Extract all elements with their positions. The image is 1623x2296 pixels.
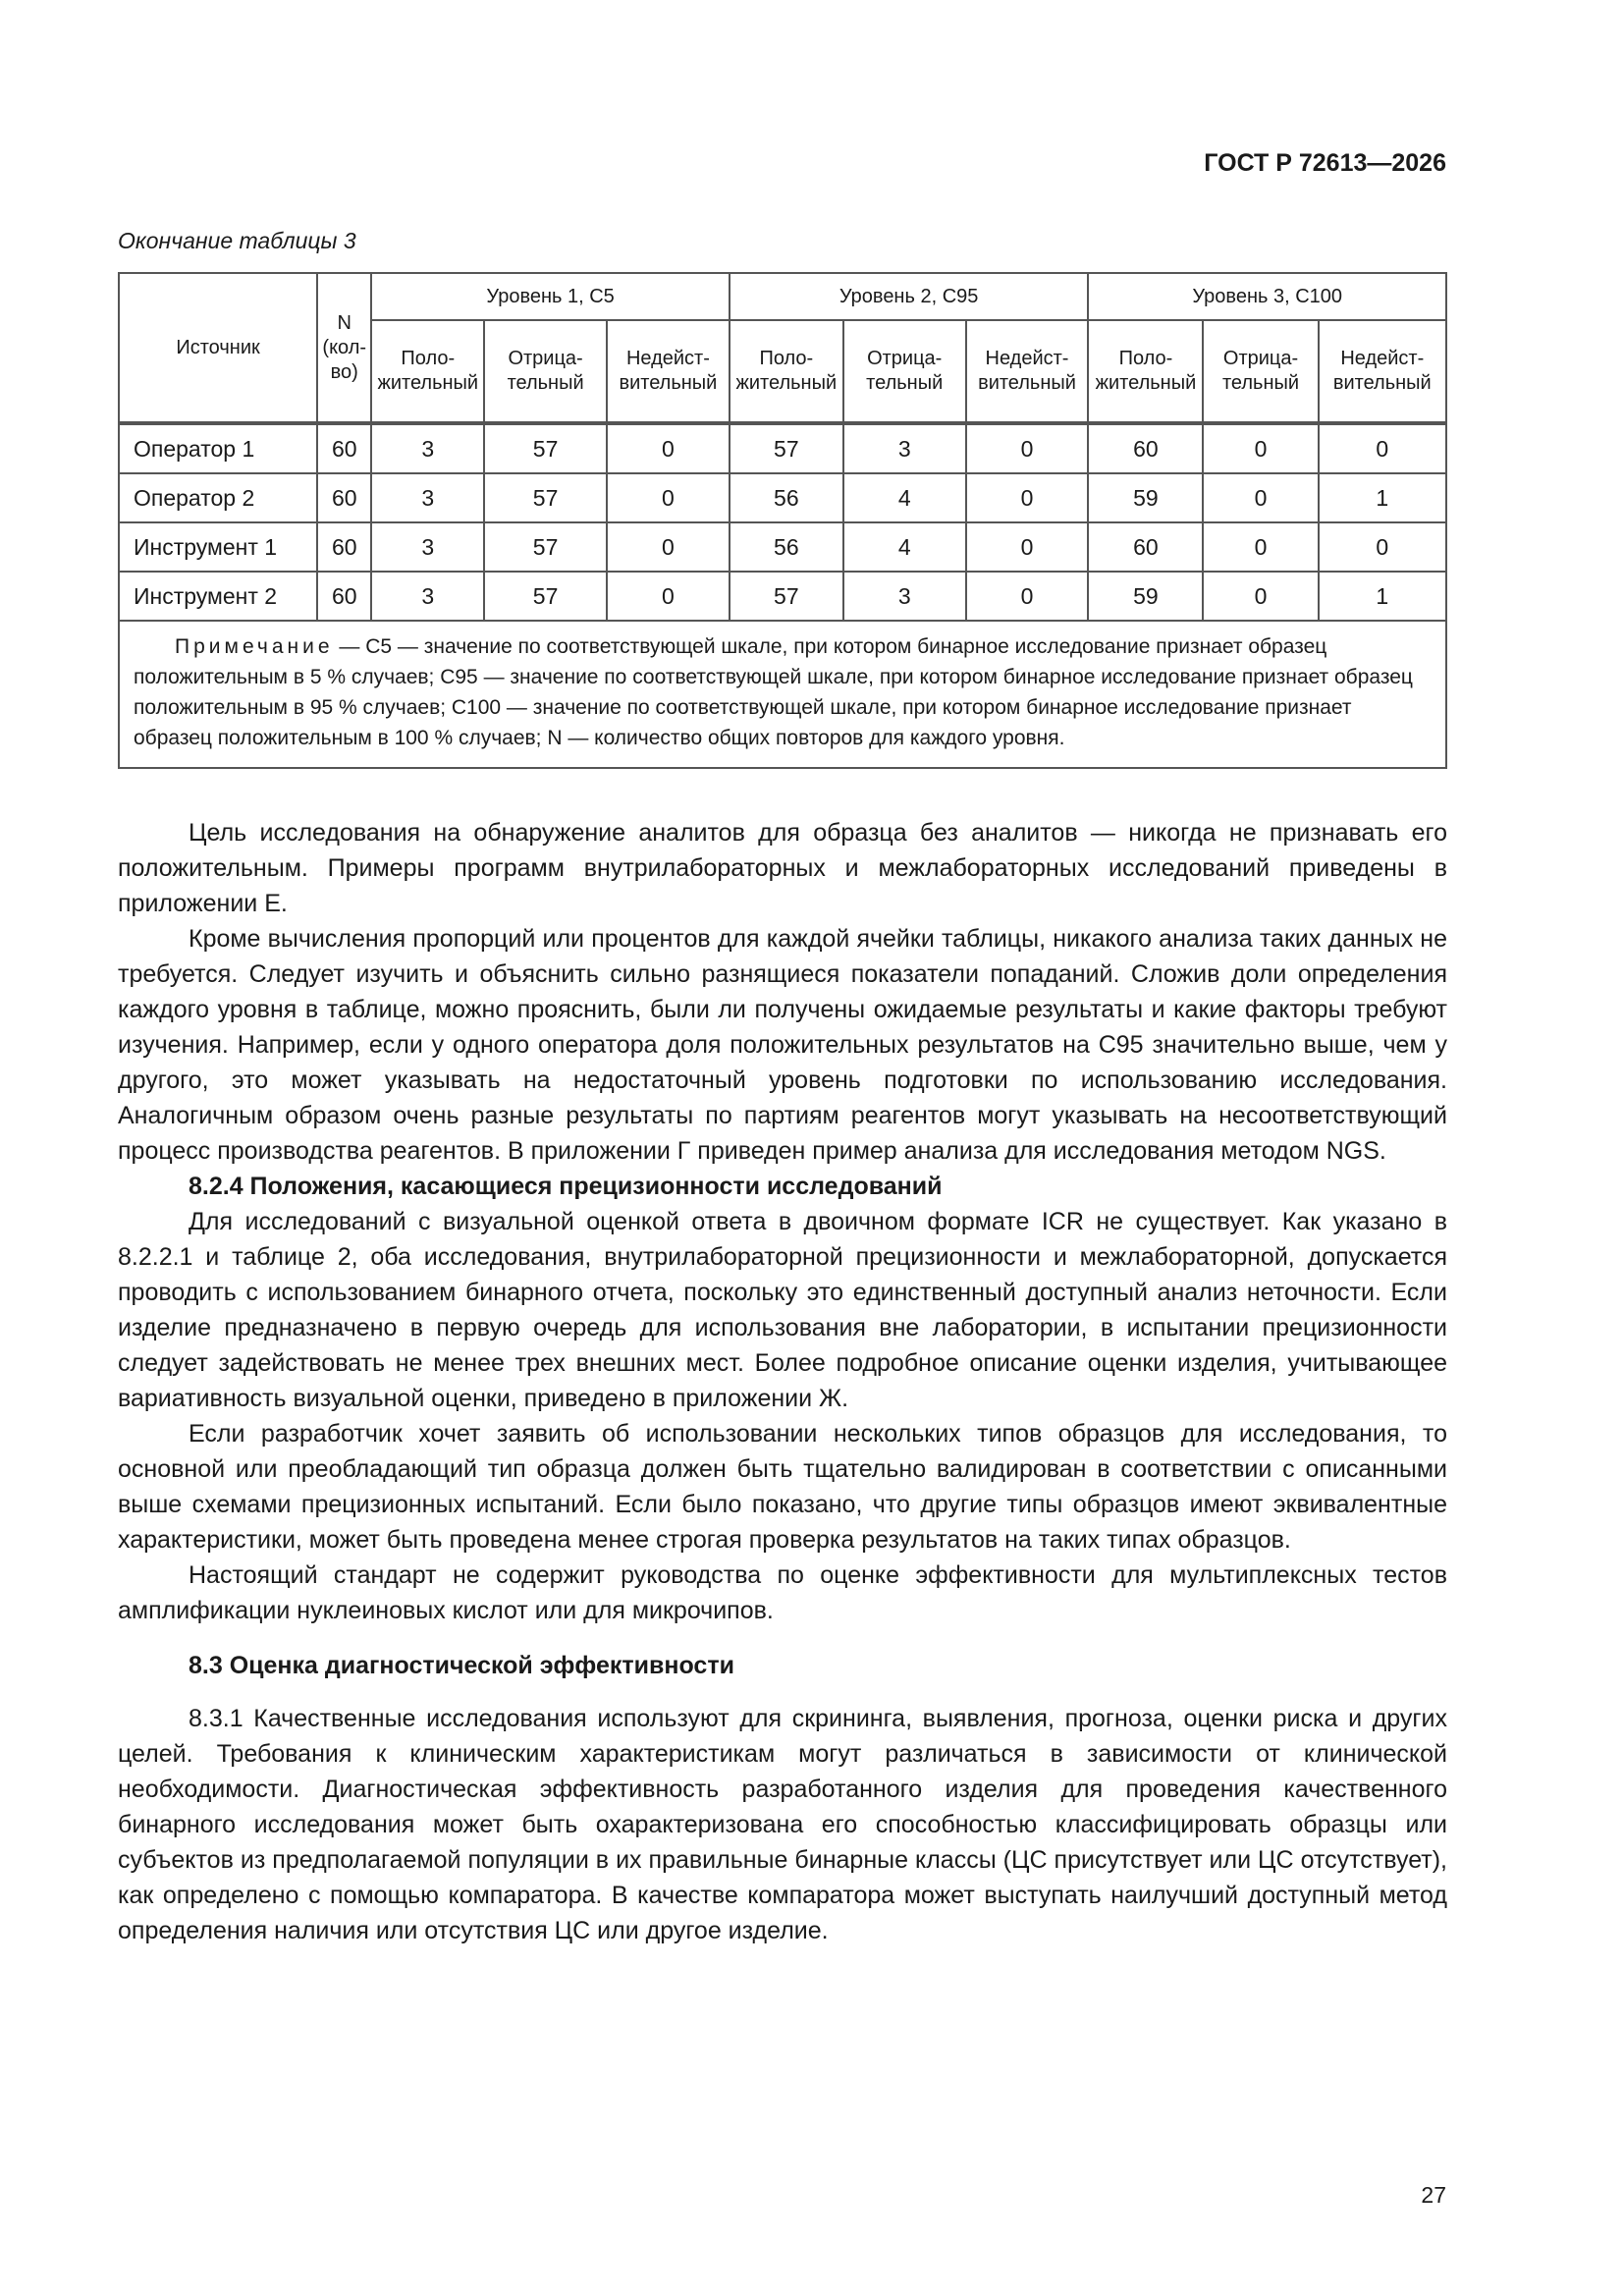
table-cell: 3 bbox=[371, 423, 484, 473]
table-cell: 3 bbox=[371, 522, 484, 572]
table-row bbox=[119, 522, 1446, 572]
table-cell: 0 bbox=[1319, 522, 1446, 572]
table-cell: 60 bbox=[1088, 423, 1203, 473]
table-cell-source: Оператор 2 bbox=[119, 473, 317, 522]
table-note bbox=[119, 621, 1446, 768]
sub-negative-header: Отрица-тельный bbox=[484, 320, 607, 423]
section-heading-8-2-4: 8.2.4 Положения, касающиеся прецизионности исследований bbox=[189, 1173, 943, 1200]
table-cell: 60 bbox=[317, 473, 371, 522]
table-cell: 0 bbox=[1319, 423, 1446, 473]
paragraph: Настоящий стандарт не содержит руководства по оценке эффективности для мультиплексных тестов амплификации нуклеиновых кислот или для микрочипов. bbox=[118, 1561, 1447, 1624]
table-row bbox=[119, 473, 1446, 522]
table-row bbox=[119, 572, 1446, 621]
body-text bbox=[118, 815, 1447, 1948]
table-cell: 0 bbox=[1203, 473, 1318, 522]
table-cell: 0 bbox=[966, 572, 1089, 621]
table-cell: 3 bbox=[843, 572, 966, 621]
table-cell: 0 bbox=[966, 423, 1089, 473]
sub-positive-header: Поло-жительный bbox=[730, 320, 843, 423]
table-cell: 0 bbox=[1203, 572, 1318, 621]
table-cell: 0 bbox=[1203, 522, 1318, 572]
table-cell: 57 bbox=[484, 522, 607, 572]
table-cell: 60 bbox=[317, 522, 371, 572]
table-cell-source: Инструмент 1 bbox=[119, 522, 317, 572]
table-cell: 3 bbox=[371, 473, 484, 522]
table-cell: 57 bbox=[730, 423, 843, 473]
page-header: ГОСТ Р 72613—2026 bbox=[1204, 149, 1446, 177]
table-cell: 0 bbox=[607, 572, 730, 621]
sub-positive-header: Поло-жительный bbox=[1088, 320, 1203, 423]
table-cell: 57 bbox=[484, 423, 607, 473]
sub-invalid-header: Недейст-вительный bbox=[1319, 320, 1446, 423]
table-cell-source: Инструмент 2 bbox=[119, 572, 317, 621]
table-cell: 0 bbox=[607, 522, 730, 572]
table-cell: 60 bbox=[317, 572, 371, 621]
sub-invalid-header: Недейст-вительный bbox=[607, 320, 730, 423]
table-caption: Окончание таблицы 3 bbox=[118, 228, 356, 253]
table-cell: 0 bbox=[966, 522, 1089, 572]
sub-negative-header: Отрица-тельный bbox=[843, 320, 966, 423]
table-cell: 0 bbox=[607, 473, 730, 522]
note-label: Примечание bbox=[175, 635, 334, 658]
table-cell: 59 bbox=[1088, 473, 1203, 522]
page-number: 27 bbox=[1421, 2182, 1446, 2208]
table-cell: 3 bbox=[371, 572, 484, 621]
paragraph: Если разработчик хочет заявить об использовании нескольких типов образцов для исследования, то основной или преобладающий тип образца должен быть тщательно валидирован в соответствии с описанными выше схемами прецизионных испытаний. Если было показано, что другие типы образцов имеют эквивалентные характеристики, может быть проведена менее строгая проверка результатов на таких типах образцов. bbox=[118, 1420, 1447, 1554]
col-n-header: N (кол-во) bbox=[317, 273, 371, 423]
table-cell: 4 bbox=[843, 473, 966, 522]
table-cell: 0 bbox=[966, 473, 1089, 522]
table-cell: 57 bbox=[484, 473, 607, 522]
table-cell: 60 bbox=[317, 423, 371, 473]
table-cell: 1 bbox=[1319, 473, 1446, 522]
table-cell: 56 bbox=[730, 473, 843, 522]
note-text: — С5 — значение по соответствующей шкале, при котором бинарное исследование признает образец положительным в 5 % случаев; С95 — значение по соответствующей шкале, при котором бинарное исследование признает образец положительным в 95 % случаев; С100 — значение по соответствующей шкале, при котором бинарное исследование признает образец положительным в 100 % случаев; N — количество общих повторов для каждого уровня. bbox=[134, 635, 1413, 749]
table-note-row bbox=[119, 621, 1446, 768]
paragraph: Для исследований с визуальной оценкой ответа в двоичном формате ICR не существует. Как указано в 8.2.2.1 и таблице 2, оба исследования, внутрилабораторной прецизионности и межлабораторной, допускается проводить с использованием бинарного отчета, поскольку это единственный доступный анализ неточности. Если изделие предназначено в первую очередь для использования вне лаборатории, в испытании прецизионности следует задействовать не менее трех внешних мест. Более подробное описание оценки изделия, учитывающее вариативность визуальной оценки, приведено в приложении Ж. bbox=[118, 1208, 1447, 1412]
level-2-header: Уровень 2, С95 bbox=[730, 273, 1089, 320]
table-cell: 57 bbox=[484, 572, 607, 621]
table-cell-source: Оператор 1 bbox=[119, 423, 317, 473]
col-source-header: Источник bbox=[119, 273, 317, 423]
sub-invalid-header: Недейст-вительный bbox=[966, 320, 1089, 423]
level-1-header: Уровень 1, С5 bbox=[371, 273, 730, 320]
table-cell: 59 bbox=[1088, 572, 1203, 621]
table-cell: 0 bbox=[607, 423, 730, 473]
table-cell: 60 bbox=[1088, 522, 1203, 572]
paragraph: Цель исследования на обнаружение аналитов для образца без аналитов — никогда не признавать его положительным. Примеры программ внутрилабораторных и межлабораторных исследований приведены в приложении Е. bbox=[118, 819, 1447, 917]
paragraph: 8.3.1 Качественные исследования используют для скрининга, выявления, прогноза, оценки риска и других целей. Требования к клиническим характеристикам могут различаться в зависимости от клинической необходимости. Диагностическая эффективность разработанного изделия для проведения качественного бинарного исследования может быть охарактеризована его способностью классифицировать образцы или субъектов из предполагаемой популяции в их правильные бинарные классы (ЦС присутствует или ЦС отсутствует), как определено с помощью компаратора. В качестве компаратора может выступать наилучший доступный метод определения наличия или отсутствия ЦС или другое изделие. bbox=[118, 1705, 1447, 1944]
table-cell: 57 bbox=[730, 572, 843, 621]
sub-negative-header: Отрица-тельный bbox=[1203, 320, 1318, 423]
table-cell: 56 bbox=[730, 522, 843, 572]
table-cell: 1 bbox=[1319, 572, 1446, 621]
sub-positive-header: Поло-жительный bbox=[371, 320, 484, 423]
table-cell: 0 bbox=[1203, 423, 1318, 473]
level-3-header: Уровень 3, С100 bbox=[1088, 273, 1446, 320]
table-row bbox=[119, 423, 1446, 473]
results-table bbox=[118, 272, 1447, 769]
table-cell: 4 bbox=[843, 522, 966, 572]
paragraph: Кроме вычисления пропорций или процентов для каждой ячейки таблицы, никакого анализа таких данных не требуется. Следует изучить и объяснить сильно разнящиеся показатели попаданий. Сложив доли определения каждого уровня в таблице, можно прояснить, были ли получены ожидаемые результаты и какие факторы требуют изучения. Например, если у одного оператора доля положительных результатов на С95 значительно выше, чем у другого, это может указывать на недостаточный уровень подготовки по использованию исследования. Аналогичным образом очень разные результаты по партиям реагентов могут указывать на несоответствующий процесс производства реагентов. В приложении Г приведен пример анализа для исследования методом NGS. bbox=[118, 925, 1447, 1165]
section-heading-8-3: 8.3 Оценка диагностической эффективности bbox=[189, 1652, 734, 1679]
table-cell: 3 bbox=[843, 423, 966, 473]
